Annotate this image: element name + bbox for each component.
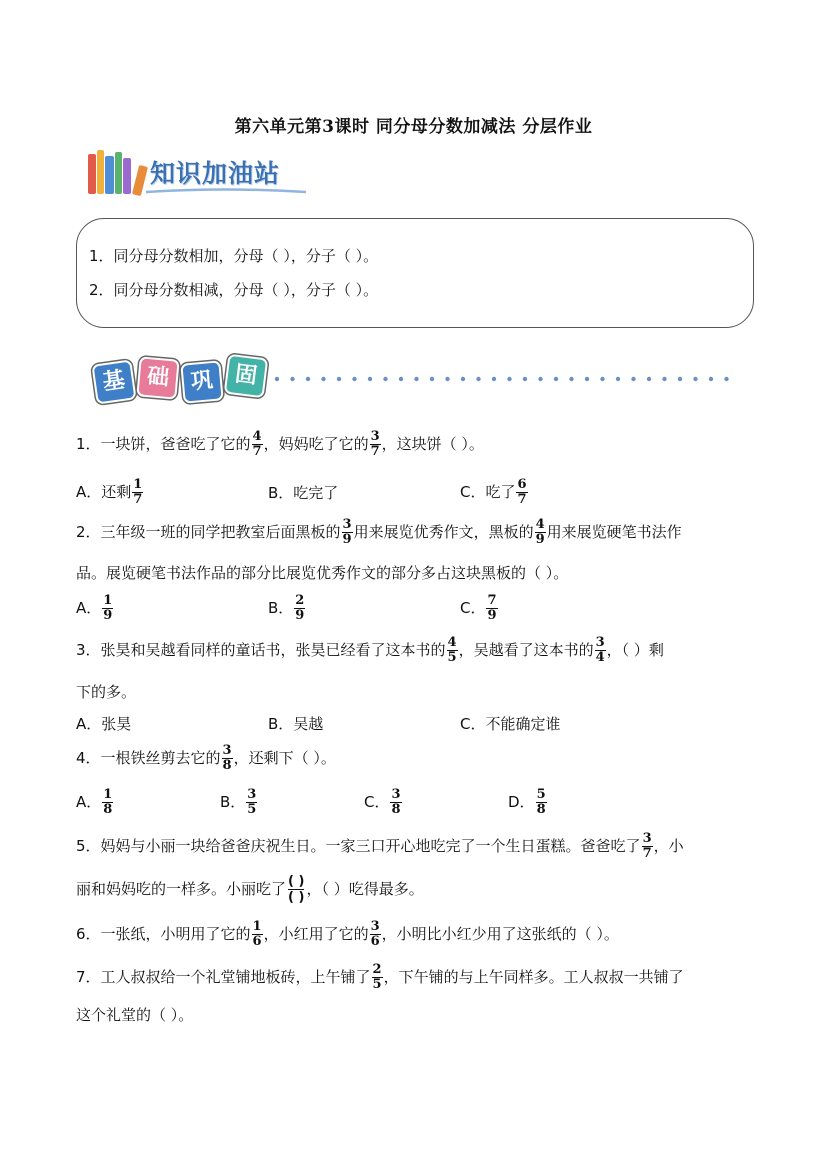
q2-option-b: B． $\frac{2}{9}$ <box>268 593 305 623</box>
question-3: 3．张昊和吴越看同样的童话书，张昊已经看了这本书的 $\frac{4}{5}$ ，吴越看了这本书的 $\frac{3}{4}$ ，（ ）剩 <box>76 635 664 665</box>
knowledge-box <box>76 218 754 328</box>
knowledge-item-1: 1．同分母分数相加，分母（ ），分子（ ）。 <box>89 247 379 265</box>
dotted-divider <box>274 376 734 382</box>
q1-option-b: B．吃完了 <box>268 484 339 502</box>
tile-chu: 础 <box>136 356 179 399</box>
question-7-line-2: 这个礼堂的（ ）。 <box>76 1006 194 1024</box>
books-icon <box>88 150 142 194</box>
question-1: 1．一块饼，爸爸吃了它的 $\frac{4}{7}$ ，妈妈吃了它的 $\frac{3}{7}$ ，这块饼（ ）。 <box>76 429 484 459</box>
tile-gu: 固 <box>224 354 269 399</box>
question-5: 5．妈妈与小丽一块给爸爸庆祝生日。一家三口开心地吃完了一个生日蛋糕。爸爸吃了 $\frac{3}{7}$ ，小 <box>76 831 684 861</box>
q1-option-a: A．还剩 $\frac{1}{7}$ <box>76 477 143 507</box>
tile-ji: 基 <box>91 359 136 404</box>
question-2: 2．三年级一班的同学把教室后面黑板的 $\frac{3}{9}$ 用来展览优秀作文，黑板的 $\frac{4}{9}$ 用来展览硬笔书法作 <box>76 517 682 547</box>
question-6: 6．一张纸，小明用了它的 $\frac{1}{6}$ ，小红用了它的 $\frac{3}{6}$ ，小明比小红少用了这张纸的（ ）。 <box>76 919 619 949</box>
question-7: 7．工人叔叔给一个礼堂铺地板砖，上午铺了 $\frac{2}{5}$ ，下午铺的与上午同样多。工人叔叔一共铺了 <box>76 962 684 992</box>
q4-option-b: B． $\frac{3}{5}$ <box>220 787 257 817</box>
q1-option-c: C．吃了 $\frac{6}{7}$ <box>460 477 527 507</box>
q4-option-c: C． $\frac{3}{8}$ <box>364 787 401 817</box>
banner-title: 知识加油站 <box>150 159 281 188</box>
q3-option-c: C．不能确定谁 <box>460 715 561 733</box>
question-4: 4．一根铁丝剪去它的 $\frac{3}{8}$ ，还剩下（ ）。 <box>76 743 336 773</box>
basic-practice-banner <box>90 354 750 406</box>
swoosh-decoration <box>146 188 306 194</box>
question-3-line-2: 下的多。 <box>76 683 137 701</box>
knowledge-station-banner <box>88 148 313 198</box>
blank-fraction[interactable]: ( ) ( ) <box>288 874 305 905</box>
q3-option-a: A．张昊 <box>76 715 132 733</box>
question-2-line-2: 品。展览硬笔书法作品的部分比展览优秀作文的部分多占这块黑板的（ ）。 <box>76 564 569 582</box>
tile-gong: 巩 <box>180 360 223 403</box>
fraction: $\frac{4}{7}$ <box>252 429 262 459</box>
q4-option-d: D． $\frac{5}{8}$ <box>508 787 546 817</box>
question-5-line-2: 丽和妈妈吃的一样多。小丽吃了 ( ) ( ) ，（ ）吃得最多。 <box>76 874 424 905</box>
page-title: 第六单元第3课时 同分母分数加减法 分层作业 <box>234 117 593 137</box>
q4-option-a: A． $\frac{1}{8}$ <box>76 787 113 817</box>
fraction: $\frac{3}{7}$ <box>370 429 380 459</box>
q2-option-a: A． $\frac{1}{9}$ <box>76 593 113 623</box>
q2-option-c: C． $\frac{7}{9}$ <box>460 593 497 623</box>
knowledge-item-2: 2．同分母分数相减，分母（ ），分子（ ）。 <box>89 281 379 299</box>
q3-option-b: B．吴越 <box>268 715 324 733</box>
